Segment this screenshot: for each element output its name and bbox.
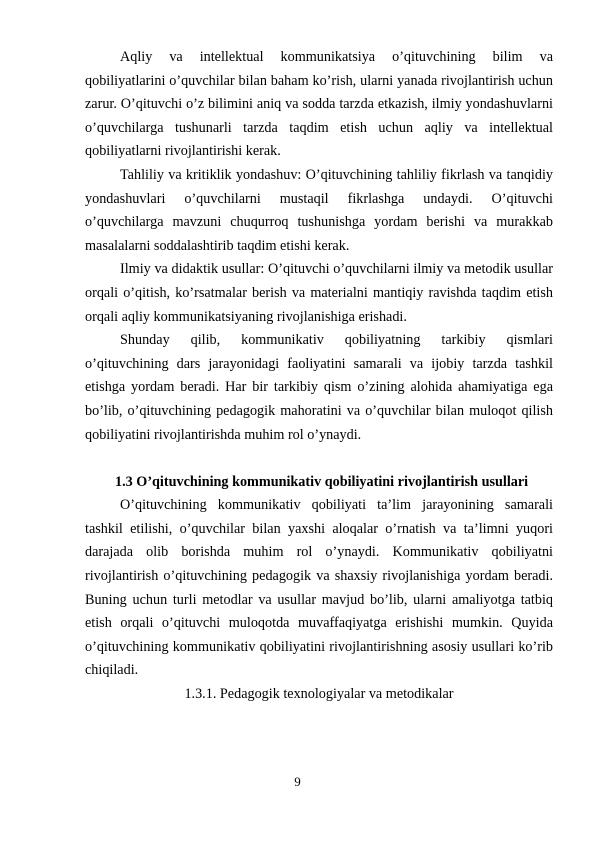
body-paragraph: Ilmiy va didaktik usullar: O’qituvchi o’quvchilarni ilmiy va metodik usullar orqali o’qitish, ko’rsatmalar berish va materialni mantiqiy ravishda taqdim etish orqali aqliy kommunikatsiyaning rivojlanishiga erishadi. (85, 261, 553, 325)
body-paragraph: Shunday qilib, kommunikativ qobiliyatning tarkibiy qismlari o’qituvchining dars jarayonidagi faoliyatini samarali va ijobiy tarzda tashkil etishga yordam beradi. Har bir tarkibiy qism o’zining alohida ahamiyatiga ega bo’lib, o’qituvchining pedagogik mahoratini va o’quvchilar bilan muloqot qilish qobiliyatini rivojlantirishda muhim rol o’ynaydi. (85, 332, 553, 443)
body-paragraph: Tahliliy va kritiklik yondashuv: O’qituvchining tahliliy fikrlash va tanqidiy yondashuvlari o’quvchilarni mustaqil fikrlashga undaydi. O’qituvchi o’quvchilarga mavzuni chuqurroq tushunishga yordam berishi va murakkab masalalarni soddalashtirib taqdim etishi kerak. (85, 166, 553, 254)
section-paragraph: O’qituvchining kommunikativ qobiliyati ta’lim jarayonining samarali tashkil etilishi, o’quvchilar bilan yaxshi aloqalar o’rnatish va ta’limni yuqori darajada olib borishda muhim rol o’ynaydi. Kommunikativ qobiliyatni rivojlantirish o’qituvchining pedagogik va shaxsiy rivojlanishiga yordam beradi. Buning uchun turli metodlar va usullar mavjud bo’lib, ularni amaliyotga tatbiq etish orqali o’qituvchi muloqotda muvaffaqiyatga erishishi mumkin. Quyida o’qituvchining kommunikativ qobiliyatini rivojlantirishning asosiy usullari ko’rib chiqiladi. (85, 497, 553, 679)
document-page (85, 46, 553, 707)
section-heading: 1.3 O’qituvchining kommunikativ qobiliyatini rivojlantirish usullari (115, 473, 529, 490)
body-paragraph: Aqliy va intellektual kommunikatsiya o’qituvchining bilim va qobiliyatlarini o’quvchilar bilan baham ko’rish, ularni yanada rivojlantirish uchun zarur. O’qituvchi o’z bilimini aniq va sodda tarzda etkazish, ilmiy yondashuvlarni o’quvchilarga tushunarli tarzda taqdim etish uchun aqliy va intellektual qobiliyatlarni rivojlantirishi kerak. (85, 49, 553, 160)
page-number: 9 (294, 774, 301, 789)
subsection-heading: 1.3.1. Pedagogik texnologiyalar va metodikalar (184, 686, 454, 703)
